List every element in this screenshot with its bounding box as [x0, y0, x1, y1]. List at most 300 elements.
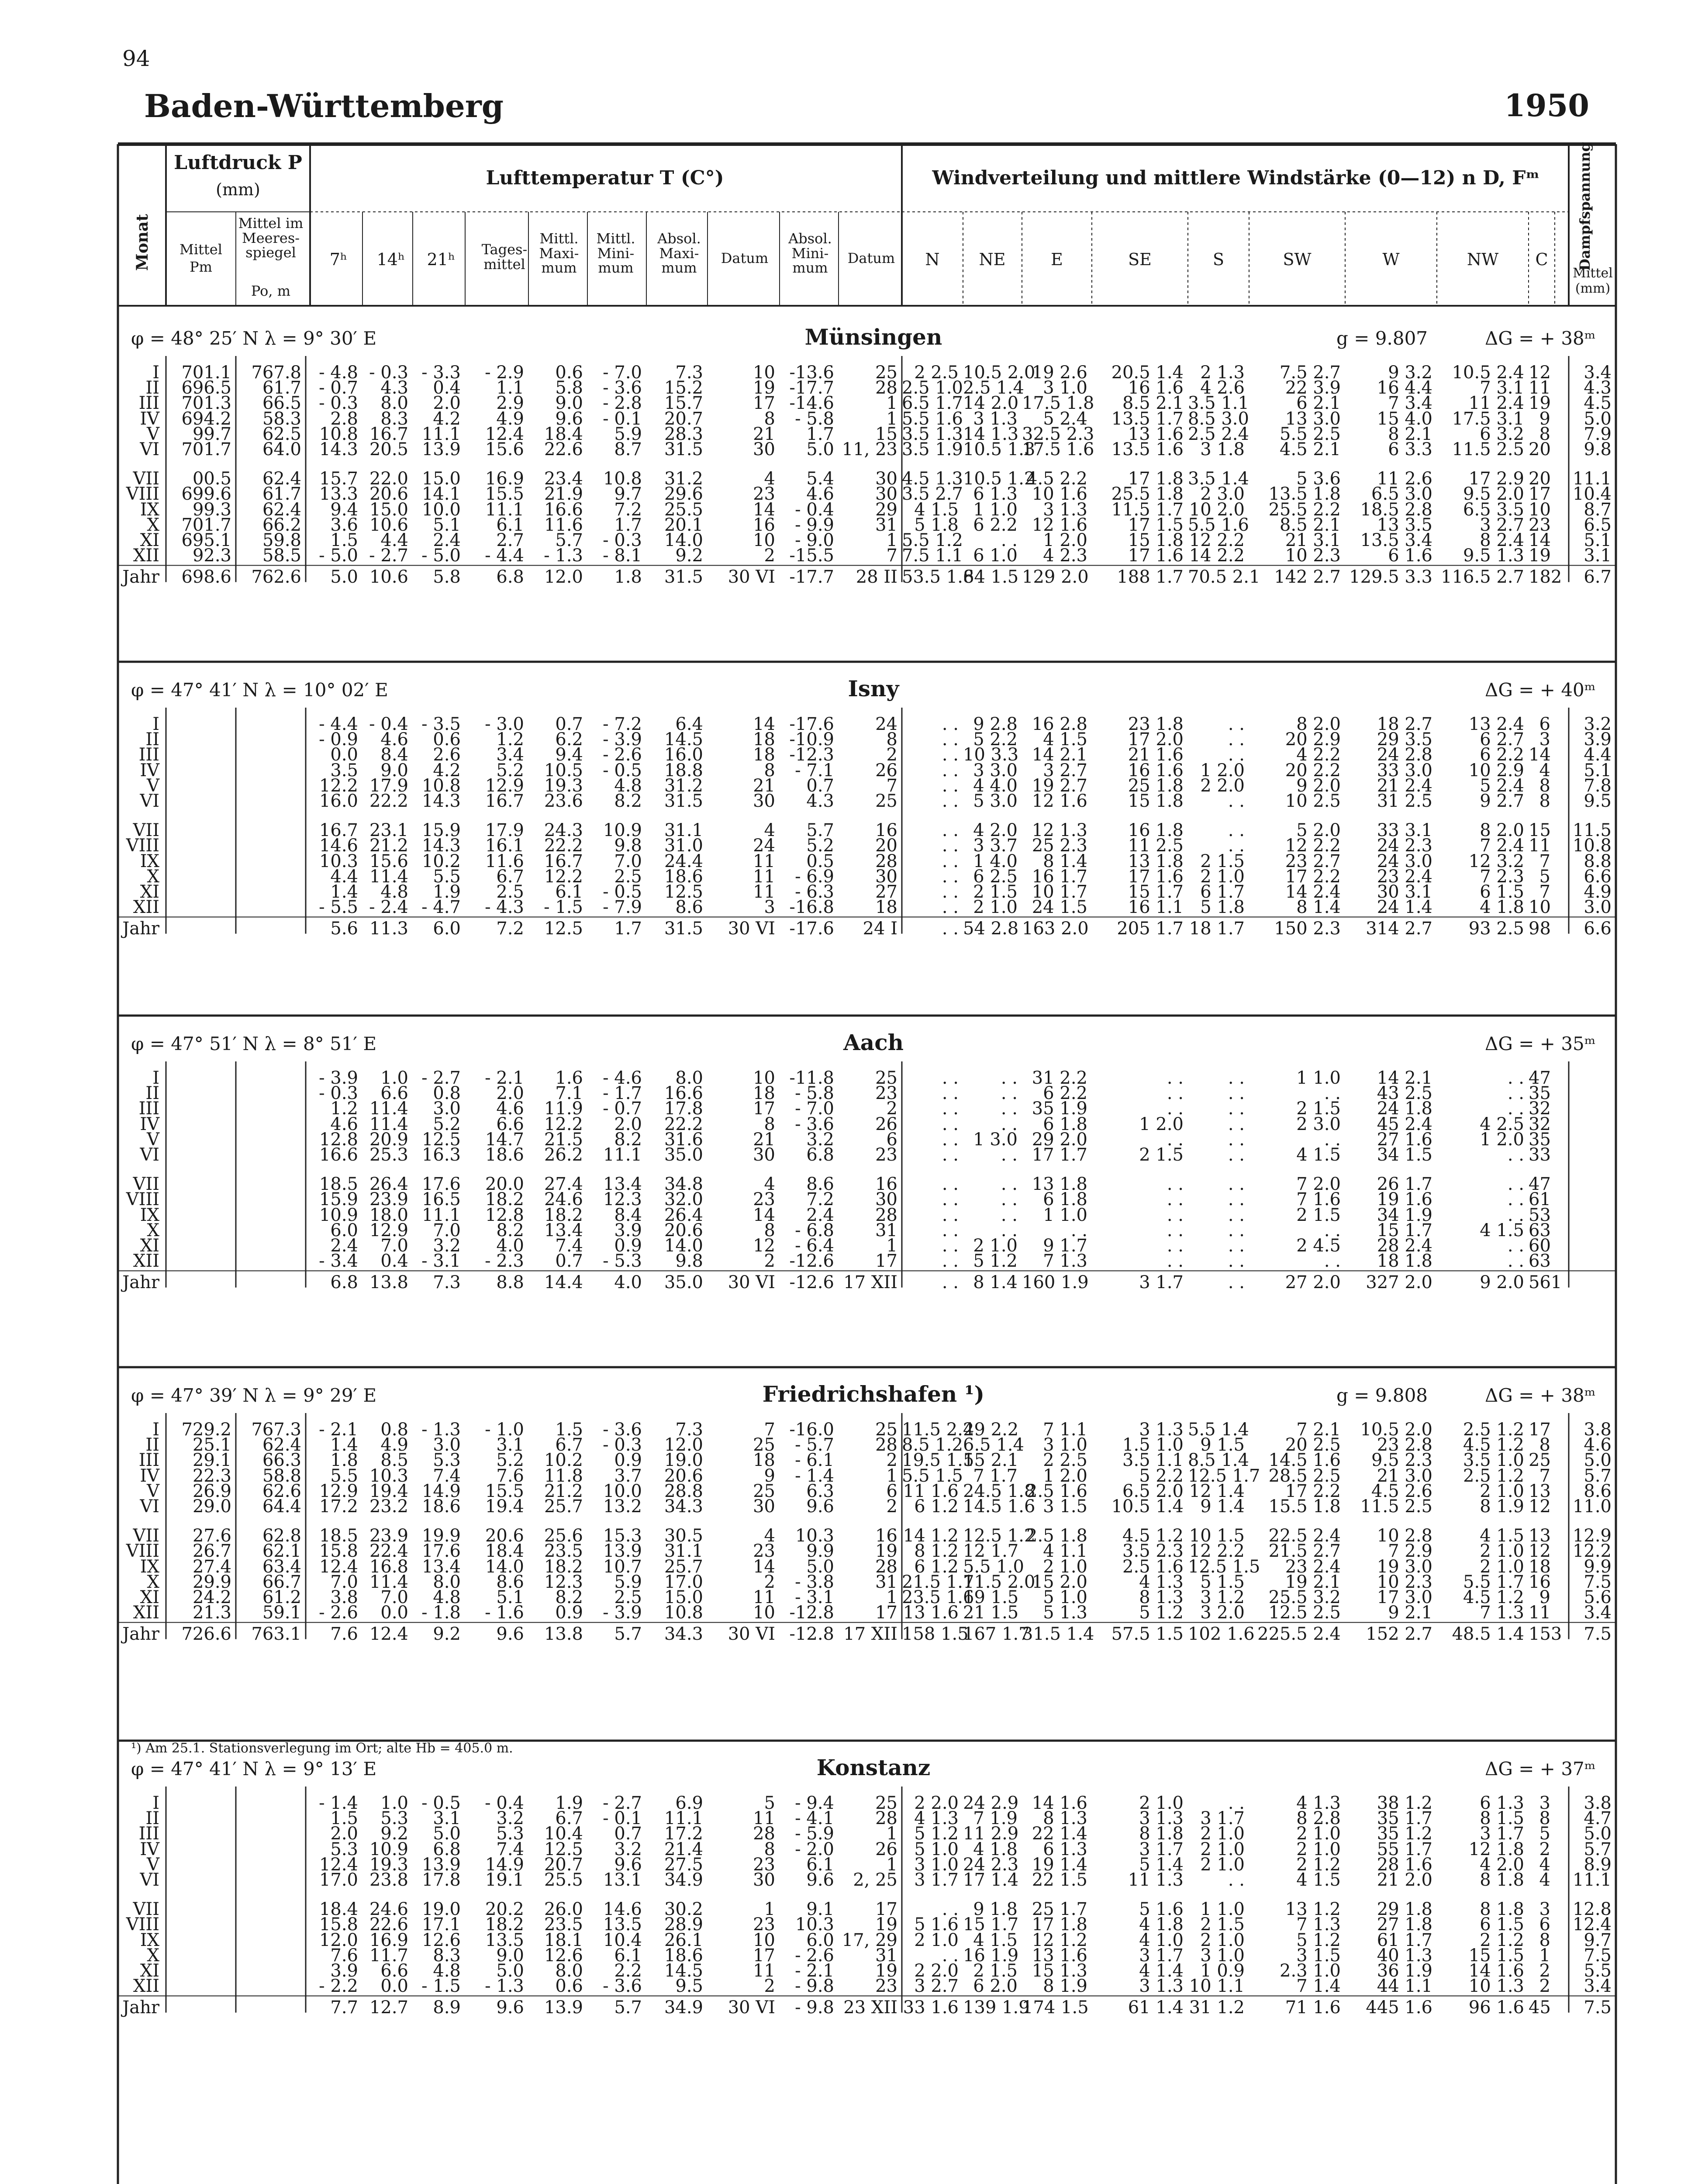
station-name: Friedrichshafen ¹)	[762, 1381, 985, 1407]
table-cell: - 0.1	[603, 408, 642, 429]
table-cell: 1 2.0	[1043, 1465, 1087, 1486]
table-cell: . .	[1228, 836, 1245, 856]
table-cell: 66.2	[262, 515, 301, 535]
table-cell: 20.9	[369, 1129, 408, 1150]
header-datum-max: Datum	[721, 250, 769, 266]
table-cell: 27.5	[664, 1854, 703, 1875]
table-cell: 7.7	[330, 1997, 358, 2018]
table-cell: 20.7	[664, 408, 703, 429]
table-cell: 25.5 2.2	[1268, 499, 1341, 520]
table-cell: 31.1	[664, 820, 703, 841]
table-cell: 62.8	[262, 1526, 301, 1546]
table-cell: 1 3.0	[973, 1129, 1018, 1150]
table-cell: 0.8	[433, 1083, 461, 1104]
table-cell: 20.6	[664, 1220, 703, 1241]
table-cell: 10 3.3	[963, 745, 1019, 765]
table-cell: 6.6	[380, 1961, 408, 1981]
table-cell: -10.9	[789, 729, 834, 750]
table-cell: 16.1	[485, 836, 524, 856]
table-cell: 9.6	[806, 1870, 834, 1890]
table-cell: . .	[1001, 1099, 1018, 1119]
table-cell: 4 1.3	[914, 1808, 959, 1829]
table-cell: 7.8	[1584, 775, 1612, 796]
table-cell: 13.3	[319, 484, 358, 505]
table-cell: - 5.0	[319, 546, 358, 566]
table-cell: 445 1.6	[1366, 1997, 1432, 2018]
table-cell: 16.9	[485, 469, 524, 489]
table-cell: . .	[942, 1068, 959, 1088]
table-cell: 7 1.3	[1480, 1603, 1524, 1623]
table-cell: 17 1.6	[1128, 546, 1184, 566]
table-cell: 2 1.0	[914, 1930, 959, 1950]
table-cell: -17.7	[789, 378, 834, 398]
table-cell: 4 1.3	[1139, 1572, 1184, 1592]
table-cell: 12 1.6	[1032, 791, 1087, 811]
table-cell: 4 2.2	[1296, 745, 1341, 765]
table-cell: 23	[753, 1854, 775, 1875]
table-cell: -17.7	[789, 567, 834, 587]
table-cell: 12 2.2	[1189, 530, 1245, 550]
table-cell: - 3.6	[603, 1420, 642, 1440]
table-cell: -12.6	[789, 1251, 834, 1272]
table-cell: 2	[1539, 1961, 1550, 1981]
table-cell: - 0.4	[485, 1793, 524, 1813]
table-cell: 27.6	[192, 1526, 231, 1546]
month-label: II	[145, 1808, 159, 1829]
table-cell: 26	[875, 760, 897, 781]
table-cell: 6 1.8	[1043, 1114, 1087, 1134]
table-cell: 4 1.5	[1296, 1870, 1341, 1890]
table-cell: 30 3.1	[1377, 882, 1432, 902]
table-cell: 9.6	[496, 1624, 524, 1645]
table-cell: - 0.4	[795, 499, 834, 520]
table-cell: 18 2.7	[1377, 714, 1432, 734]
table-cell: . .	[942, 1205, 959, 1225]
table-cell: 4	[764, 1174, 775, 1195]
table-cell: - 3.6	[603, 378, 642, 398]
table-cell: 5.7	[1584, 1839, 1612, 1859]
table-cell: 5.2	[806, 836, 834, 856]
table-cell: 6.5	[1584, 515, 1612, 535]
table-cell: 66.3	[262, 1450, 301, 1471]
table-cell: 4 1.3	[1296, 1793, 1341, 1813]
table-cell: . .	[1228, 820, 1245, 841]
table-cell: 14 2.1	[1377, 1068, 1432, 1088]
table-cell: 21 1.5	[963, 1603, 1019, 1623]
table-cell: 0.0	[330, 745, 358, 765]
table-cell: 14.5	[664, 729, 703, 750]
table-cell: 11 2.9	[963, 1824, 1019, 1844]
table-cell: - 9.8	[795, 1976, 834, 1997]
table-cell: - 0.9	[319, 729, 358, 750]
table-cell: - 6.4	[795, 1236, 834, 1256]
table-cell: 3.2	[1584, 714, 1612, 734]
table-cell: 767.8	[251, 363, 301, 383]
table-cell: 7.2	[806, 1189, 834, 1210]
month-label: V	[147, 1481, 159, 1501]
table-cell: 31.0	[664, 836, 703, 856]
table-cell: 28	[875, 378, 897, 398]
table-cell: 5 1.2	[1139, 1603, 1184, 1623]
table-cell: 3.4	[1584, 1976, 1612, 1997]
table-cell: 2.0	[330, 1824, 358, 1844]
table-cell: . .	[1001, 1220, 1018, 1241]
table-cell: 8	[1539, 791, 1550, 811]
station-delta-g: ΔG = + 35ᵐ	[1485, 1033, 1596, 1054]
table-cell: - 2.1	[795, 1961, 834, 1981]
table-cell: 4.3	[1584, 378, 1612, 398]
header-po: Po, m	[251, 283, 291, 299]
table-cell: 8.0	[380, 393, 408, 414]
table-cell: 29.9	[192, 1572, 231, 1592]
table-cell: 12.7	[369, 1997, 408, 2018]
table-cell: 1.4	[330, 882, 358, 902]
table-cell: 3 1.0	[1200, 1945, 1245, 1966]
table-cell: 5.3	[496, 1824, 524, 1844]
table-cell: 13 1.6	[1128, 424, 1184, 444]
table-cell: 12.3	[603, 1189, 642, 1210]
table-cell: 11 1.3	[1128, 1870, 1184, 1890]
table-cell: 23.5 1.6	[902, 1587, 974, 1607]
table-cell: 9 1.7	[1043, 1236, 1087, 1256]
table-cell: 4.5 1.2	[1463, 1587, 1524, 1607]
table-cell: - 0.5	[421, 1793, 461, 1813]
month-label: XI	[140, 1587, 159, 1607]
table-cell: 3.8	[1584, 1420, 1612, 1440]
table-cell: 28	[875, 1556, 897, 1577]
month-label: XII	[133, 1976, 159, 1997]
table-cell: 12 1.7	[963, 1541, 1019, 1562]
table-cell: - 4.1	[795, 1808, 834, 1829]
table-cell: 13 1.2	[1285, 1899, 1341, 1920]
table-cell: 15.3	[603, 1526, 642, 1546]
table-cell: -12.6	[789, 1272, 834, 1293]
table-cell: 23.1	[369, 820, 408, 841]
table-cell: 11.1	[664, 1808, 703, 1829]
table-cell: - 0.5	[603, 882, 642, 902]
table-cell: . .	[942, 866, 959, 887]
table-cell: 26.4	[369, 1174, 408, 1195]
table-cell: 8	[1539, 1930, 1550, 1950]
table-cell: . .	[1324, 1220, 1341, 1241]
table-cell: - 1.6	[485, 1603, 524, 1623]
table-cell: 22.2	[544, 836, 583, 856]
table-cell: 2	[886, 1450, 897, 1471]
table-cell: 30	[875, 469, 897, 489]
table-cell: 7.2	[496, 919, 524, 939]
station-name: Isny	[848, 676, 899, 702]
table-cell: 20.5 1.4	[1111, 363, 1184, 383]
table-cell: - 5.3	[603, 1251, 642, 1272]
table-cell: 16	[1529, 1572, 1551, 1592]
table-cell: 8.9	[433, 1997, 461, 2018]
table-cell: 6 1.2	[914, 1496, 959, 1517]
table-cell: 3.5 2.7	[902, 484, 963, 505]
table-cell: . .	[1228, 1236, 1245, 1256]
table-cell: 10	[1529, 897, 1551, 918]
table-cell: 22.3	[192, 1465, 231, 1486]
table-cell: 8	[764, 1839, 775, 1859]
table-cell: . .	[1324, 1129, 1341, 1150]
table-cell: 1.8	[330, 1450, 358, 1471]
table-cell: 4.0	[496, 1236, 524, 1256]
table-cell: 8	[1539, 775, 1550, 796]
table-cell: 11.3	[369, 919, 408, 939]
table-cell: 33 3.0	[1377, 760, 1432, 781]
table-cell: 16	[875, 1526, 897, 1546]
table-cell: - 3.6	[795, 1114, 834, 1134]
table-cell: 25	[753, 1435, 775, 1455]
table-cell: 24 1.4	[1377, 897, 1432, 918]
table-cell: 5 3.0	[973, 791, 1018, 811]
table-cell: 20	[1529, 439, 1551, 460]
table-cell: 1	[1539, 1945, 1550, 1966]
table-cell: 14.9	[485, 1854, 524, 1875]
month-label: XII	[133, 1251, 159, 1272]
table-cell: 4.5 1.3	[902, 469, 963, 489]
table-cell: . .	[942, 1114, 959, 1134]
table-cell: 29.0	[192, 1496, 231, 1517]
table-cell: 3 1.5	[1296, 1945, 1341, 1966]
table-cell: 13.4	[544, 1220, 583, 1241]
table-cell: 23.2	[369, 1496, 408, 1517]
table-cell: 23.5	[544, 1541, 583, 1562]
table-cell: 17.5 1.8	[1022, 393, 1094, 414]
table-cell: 26.1	[664, 1930, 703, 1950]
table-cell: 7.5	[1584, 1572, 1612, 1592]
table-cell: 17	[875, 1603, 897, 1623]
table-cell: 98	[1529, 919, 1551, 939]
table-cell: 15.7	[319, 469, 358, 489]
table-cell: 7 1.3	[1296, 1914, 1341, 1935]
table-cell: 3 1.2	[1200, 1587, 1245, 1607]
table-cell: 5.7	[806, 820, 834, 841]
table-cell: 5 1.0	[914, 1839, 959, 1859]
table-cell: 16	[875, 1174, 897, 1195]
table-cell: . .	[1228, 1205, 1245, 1225]
header-mittl-minimum: Mittl. Mini- mum	[596, 230, 635, 276]
table-cell: . .	[942, 1129, 959, 1150]
table-cell: 22.0	[369, 469, 408, 489]
table-cell: 20.2	[485, 1899, 524, 1920]
table-cell: 59.1	[262, 1603, 301, 1623]
table-cell: 2.5 1.6	[1122, 1556, 1184, 1577]
table-cell: 2 1.5	[973, 1961, 1018, 1981]
table-cell: 14.3	[319, 439, 358, 460]
table-cell: 3.1	[1584, 546, 1612, 566]
table-cell: 15	[875, 424, 897, 444]
table-cell: 15 2.0	[1032, 1572, 1087, 1592]
month-label: Jahr	[122, 1272, 159, 1293]
table-cell: 7 1.7	[973, 1465, 1018, 1486]
table-cell: 92.3	[192, 546, 231, 566]
table-cell: 19 1.4	[1032, 1854, 1087, 1875]
table-cell: 11.6	[544, 515, 583, 535]
table-cell: 10.2	[421, 851, 461, 871]
table-cell: 2 1.0	[1200, 1854, 1245, 1875]
table-cell: . .	[1228, 1114, 1245, 1134]
table-cell: 28 II	[856, 567, 897, 587]
table-cell: 2	[764, 1976, 775, 1997]
table-cell: -12.8	[789, 1624, 834, 1645]
table-cell: 22.6	[369, 1914, 408, 1935]
table-cell: 0.9	[555, 1603, 583, 1623]
table-cell: 5.5 1.2	[902, 530, 963, 550]
month-label: V	[147, 1129, 159, 1150]
table-cell: 6.1	[496, 515, 524, 535]
table-cell: 9 1.5	[1200, 1435, 1245, 1455]
table-cell: 0.8	[380, 1420, 408, 1440]
table-cell: 10	[753, 1930, 775, 1950]
month-label: II	[145, 1435, 159, 1455]
table-cell: . .	[942, 714, 959, 734]
table-cell: 1	[886, 1465, 897, 1486]
table-cell: 17 1.7	[1032, 1145, 1087, 1165]
table-cell: 7 2.9	[1388, 1541, 1432, 1562]
table-cell: . .	[1167, 1068, 1184, 1088]
table-cell: 2.5	[614, 1587, 642, 1607]
table-cell: 28.9	[664, 1914, 703, 1935]
table-cell: 16.7	[544, 851, 583, 871]
table-cell: 4 1.0	[1139, 1930, 1184, 1950]
table-cell: 48.5 1.4	[1452, 1624, 1524, 1645]
table-cell: - 4.7	[421, 897, 461, 918]
table-cell: 60	[1529, 1236, 1551, 1256]
table-cell: 13.5	[603, 1914, 642, 1935]
table-cell: 12.5	[544, 919, 583, 939]
table-cell: 3.9	[1584, 729, 1612, 750]
table-cell: 10 2.0	[1189, 499, 1245, 520]
table-cell: 15.9	[319, 1189, 358, 1210]
table-cell: 16.3	[421, 1145, 461, 1165]
table-cell: 0.9	[614, 1450, 642, 1471]
table-cell: 11.5 1.7	[1111, 499, 1184, 520]
table-cell: 17.9	[369, 775, 408, 796]
table-cell: 34 1.9	[1377, 1205, 1432, 1225]
table-cell: 21	[753, 775, 775, 796]
table-cell: 3 1.7	[1139, 1272, 1184, 1293]
table-cell: 12.2	[544, 866, 583, 887]
table-cell: - 3.1	[795, 1587, 834, 1607]
table-cell: 7.0	[380, 1236, 408, 1256]
table-cell: 47	[1529, 1174, 1551, 1195]
table-cell: 22.2	[664, 1114, 703, 1134]
table-cell: 30	[875, 866, 897, 887]
table-cell: 17.5 1.6	[1022, 439, 1094, 460]
table-cell: 2.6	[433, 745, 461, 765]
table-cell: -13.6	[789, 363, 834, 383]
table-cell: 5.9	[614, 1572, 642, 1592]
table-cell: 762.6	[251, 567, 301, 587]
table-cell: 10.3	[319, 851, 358, 871]
table-cell: . .	[942, 1220, 959, 1241]
table-cell: 17 1.8	[1032, 1914, 1087, 1935]
table-cell: 5.8	[433, 567, 461, 587]
table-cell: . .	[1507, 1068, 1524, 1088]
table-cell: 18.2	[485, 1914, 524, 1935]
table-cell: 29 2.2	[963, 1420, 1019, 1440]
table-cell: 12.5 1.7	[1188, 1465, 1260, 1486]
table-cell: - 7.0	[603, 363, 642, 383]
table-cell: 6.6	[1584, 866, 1612, 887]
table-cell: 15.7	[664, 393, 703, 414]
table-cell: 0.5	[806, 851, 834, 871]
table-cell: 26.7	[192, 1541, 231, 1562]
table-cell: 31.5	[664, 439, 703, 460]
table-cell: 2.3 1.0	[1280, 1961, 1341, 1981]
table-cell: 19 1.6	[1377, 1189, 1432, 1210]
table-cell: 24.5 1.8	[963, 1481, 1035, 1501]
table-cell: . .	[942, 775, 959, 796]
table-cell: 4.8	[614, 775, 642, 796]
month-label: III	[138, 393, 159, 414]
table-cell: 61.7	[262, 378, 301, 398]
table-cell: -12.3	[789, 745, 834, 765]
header-t21: 21ʰ	[427, 250, 456, 269]
table-cell: 7.4	[496, 1839, 524, 1859]
header-dampf-mittel: Mittel	[1573, 266, 1613, 281]
month-label: IX	[140, 499, 159, 520]
table-cell: 5.5	[330, 1465, 358, 1486]
table-cell: 13 1.8	[1128, 851, 1184, 871]
table-cell: 9 2.7	[1480, 791, 1524, 811]
table-cell: 12.8	[319, 1129, 358, 1150]
table-cell: . .	[1228, 1793, 1245, 1813]
table-cell: 29	[875, 499, 897, 520]
header-wind-c: C	[1535, 250, 1548, 269]
table-cell: 12	[1529, 1496, 1551, 1517]
month-label: V	[147, 775, 159, 796]
table-cell: 24	[753, 836, 775, 856]
table-cell: 2	[764, 546, 775, 566]
table-cell: 12.0	[664, 1435, 703, 1455]
table-cell: . .	[1167, 1129, 1184, 1150]
table-cell: . .	[1507, 1251, 1524, 1272]
table-cell: 4 1.5	[1480, 1526, 1524, 1546]
table-cell: 5 1.8	[914, 515, 959, 535]
table-cell: 6.5 3.5	[1463, 499, 1524, 520]
table-cell: 9.1	[806, 1899, 834, 1920]
table-cell: 13 3.0	[1285, 408, 1341, 429]
table-cell: 2 1.0	[1200, 1824, 1245, 1844]
table-cell: 167 1.7	[963, 1624, 1030, 1645]
table-cell: 9.6	[806, 1496, 834, 1517]
table-cell: 15 2.1	[963, 1450, 1019, 1471]
header-datum-min: Datum	[847, 250, 895, 266]
table-cell: 3.5 1.1	[1188, 393, 1249, 414]
table-cell: 6 2.2	[1480, 745, 1524, 765]
month-label: IV	[140, 760, 159, 781]
table-cell: 2.2	[614, 1961, 642, 1981]
table-cell: - 1.3	[421, 1420, 461, 1440]
table-cell: 6.8	[496, 567, 524, 587]
table-cell: 5 1.2	[1296, 1930, 1341, 1950]
table-cell: 10.9	[603, 820, 642, 841]
table-cell: 3 2.7	[914, 1976, 959, 1997]
table-cell: 7.0	[433, 1220, 461, 1241]
table-cell: 28 2.4	[1377, 1236, 1432, 1256]
table-cell: 7.6	[496, 1465, 524, 1486]
table-cell: 29 2.0	[1032, 1129, 1087, 1150]
table-cell: 5.3	[380, 1808, 408, 1829]
table-cell: - 4.3	[485, 897, 524, 918]
table-cell: 4.4	[380, 530, 408, 550]
month-label: I	[152, 1793, 159, 1813]
table-cell: 8.5 2.1	[1280, 515, 1341, 535]
table-cell: 4.4	[1584, 745, 1612, 765]
table-cell: 12.4	[369, 1624, 408, 1645]
table-cell: 10.8	[664, 1603, 703, 1623]
